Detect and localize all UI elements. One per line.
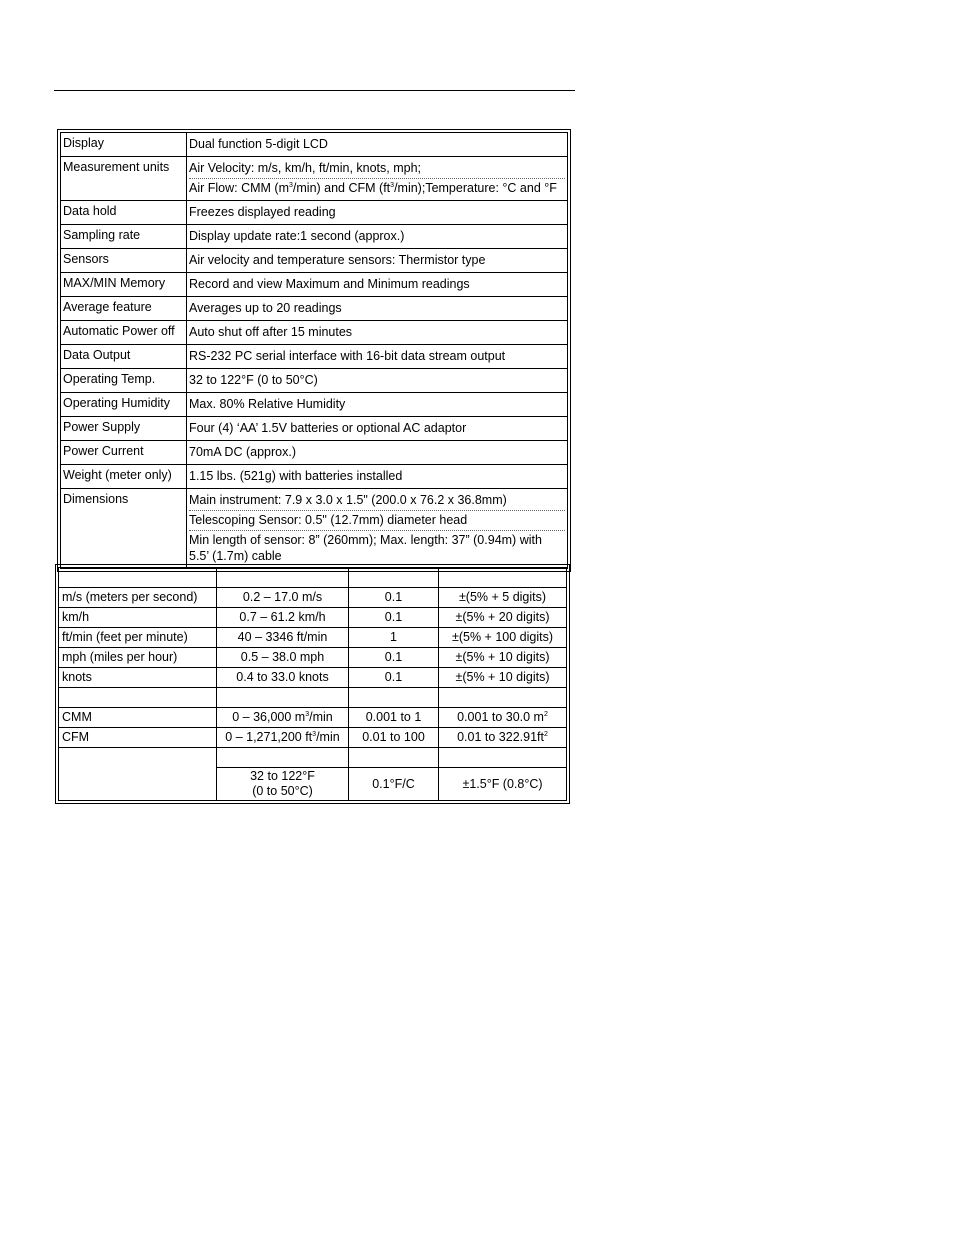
unit-cell: mph (miles per hour): [59, 648, 217, 668]
section-cell: [59, 688, 217, 708]
resolution-cell: 0.1: [349, 608, 439, 628]
resolution-cell: 1: [349, 628, 439, 648]
spec-label: Display: [61, 133, 187, 157]
spec-value-line: Dual function 5-digit LCD: [189, 137, 328, 151]
spec-value-line: 70mA DC (approx.): [189, 445, 296, 459]
spec-row: [61, 249, 568, 273]
spec-value: [187, 133, 568, 157]
resolution-cell: 0.1: [349, 668, 439, 688]
spec-label: MAX/MIN Memory: [61, 273, 187, 297]
spec-value: [187, 465, 568, 489]
spec-row: [61, 345, 568, 369]
spec-row: [61, 321, 568, 345]
spec-grid: [60, 132, 568, 569]
spec-label: Power Current: [61, 441, 187, 465]
spec-label: Data Output: [61, 345, 187, 369]
spec-value: [187, 417, 568, 441]
spec-row: [61, 441, 568, 465]
spec-value: [187, 157, 568, 201]
spec-value: [187, 321, 568, 345]
resolution-cell: 0.01 to 100: [349, 728, 439, 748]
spec-value: [187, 249, 568, 273]
spec-value-line: Main instrument: 7.9 x 3.0 x 1.5" (200.0 x 76.2 x 36.8mm): [189, 491, 565, 511]
spec-value-line: Air Velocity: m/s, km/h, ft/min, knots, mph;: [189, 159, 565, 179]
spec-value-line: RS-232 PC serial interface with 16-bit data stream output: [189, 349, 506, 363]
spec-value-line: Air velocity and temperature sensors: Thermistor type: [189, 253, 486, 267]
spec-row: [61, 297, 568, 321]
spec-row: [61, 465, 568, 489]
spec-value: [187, 225, 568, 249]
spec-value: [187, 369, 568, 393]
spec-value: [187, 297, 568, 321]
spec-label: Measurement units: [61, 157, 187, 201]
spec-value-line: Air Flow: CMM $(m^3/\min)$ and CFM $(ft^3/\min);Temperature$: °C and °F: [189, 181, 557, 195]
spec-value-line: Telescoping Sensor: 0.5" (12.7mm) diameter head: [189, 511, 565, 531]
range-header-row: [59, 568, 567, 588]
spec-row: [61, 201, 568, 225]
spec-row: [61, 157, 568, 201]
spec-value-line: Min length of sensor: 8” (260mm); Max. length: 37” (0.94m) with 5.5’ (1.7m) cable: [189, 533, 542, 563]
section-row: [59, 688, 567, 708]
range-cell: 0 – 36,000 $m^3/\min$: [217, 708, 349, 728]
unit-cell: m/s (meters per second): [59, 588, 217, 608]
accuracy-cell: 0.01 to $322.91ft^2$: [439, 728, 567, 748]
spec-value: [187, 441, 568, 465]
resolution-cell: 0.001 to 1: [349, 708, 439, 728]
spec-row: [61, 489, 568, 569]
unit-cell: ft/min (feet per minute): [59, 628, 217, 648]
range-row: [59, 608, 567, 628]
unit-cell: CMM: [59, 708, 217, 728]
range-row: [59, 648, 567, 668]
temp-label-cell: [59, 748, 217, 801]
temp-header-cell: [349, 748, 439, 768]
range-cell: 0.2 – 17.0 m/s: [217, 588, 349, 608]
temp-header-cell: [439, 748, 567, 768]
section-cell: [349, 688, 439, 708]
spec-row: [61, 369, 568, 393]
header-cell: [349, 568, 439, 588]
accuracy-cell: 0.001 to 30.0 $m^2$: [439, 708, 567, 728]
spec-value-line: Max. 80% Relative Humidity: [189, 397, 346, 411]
spec-label: Automatic Power off: [61, 321, 187, 345]
spec-label: Sampling rate: [61, 225, 187, 249]
spec-label: Operating Humidity: [61, 393, 187, 417]
spec-label: Average feature: [61, 297, 187, 321]
range-row: [59, 628, 567, 648]
ranges-table: [55, 564, 570, 804]
spec-value: [187, 201, 568, 225]
temp-accuracy-cell: ±1.5°F (0.8°C): [439, 768, 567, 801]
range-grid: [58, 567, 567, 801]
spec-label: Operating Temp.: [61, 369, 187, 393]
accuracy-cell: ±(5% + 5 digits): [439, 588, 567, 608]
spec-row: [61, 393, 568, 417]
spec-value-line: Averages up to 20 readings: [189, 301, 342, 315]
spec-label: Data hold: [61, 201, 187, 225]
accuracy-cell: ±(5% + 20 digits): [439, 608, 567, 628]
temp-header-cell: [217, 748, 349, 768]
range-cell: 40 – 3346 ft/min: [217, 628, 349, 648]
specifications-table: [57, 129, 571, 572]
spec-value-line: 1.15 lbs. (521g) with batteries installed: [189, 469, 403, 483]
range-cell: 0 – 1,271,200 $ft^3/\min$: [217, 728, 349, 748]
spec-row: [61, 273, 568, 297]
accuracy-cell: ±(5% + 100 digits): [439, 628, 567, 648]
spec-label: Dimensions: [61, 489, 187, 569]
temp-resolution-cell: 0.1°F/C: [349, 768, 439, 801]
header-rule: [54, 90, 575, 91]
spec-value: [187, 345, 568, 369]
header-cell: [439, 568, 567, 588]
resolution-cell: 0.1: [349, 648, 439, 668]
resolution-cell: 0.1: [349, 588, 439, 608]
range-cell: 0.7 – 61.2 km/h: [217, 608, 349, 628]
unit-cell: knots: [59, 668, 217, 688]
section-cell: [217, 688, 349, 708]
temp-range-line: (0 to 50°C): [252, 784, 313, 798]
temp-range-cell: [217, 768, 349, 801]
accuracy-cell: ±(5% + 10 digits): [439, 648, 567, 668]
temp-section-row: [59, 748, 567, 768]
spec-row: [61, 133, 568, 157]
spec-value-line: Freezes displayed reading: [189, 205, 336, 219]
header-cell: [217, 568, 349, 588]
temp-range-line: 32 to 122°F: [250, 769, 315, 783]
header-cell: [59, 568, 217, 588]
spec-value-line: 32 to 122°F (0 to 50°C): [189, 373, 318, 387]
spec-value: [187, 393, 568, 417]
spec-label: Sensors: [61, 249, 187, 273]
accuracy-cell: ±(5% + 10 digits): [439, 668, 567, 688]
spec-row: [61, 225, 568, 249]
unit-cell: km/h: [59, 608, 217, 628]
range-row: [59, 708, 567, 728]
unit-cell: CFM: [59, 728, 217, 748]
spec-value: [187, 273, 568, 297]
spec-label: Weight (meter only): [61, 465, 187, 489]
range-cell: 0.4 to 33.0 knots: [217, 668, 349, 688]
range-row: [59, 728, 567, 748]
spec-value-line: Record and view Maximum and Minimum readings: [189, 277, 470, 291]
spec-value: [187, 489, 568, 569]
spec-value-line: Four (4) ‘AA’ 1.5V batteries or optional AC adaptor: [189, 421, 467, 435]
range-row: [59, 588, 567, 608]
spec-value-line: Display update rate:1 second (approx.): [189, 229, 405, 243]
spec-row: [61, 417, 568, 441]
section-cell: [439, 688, 567, 708]
spec-label: Power Supply: [61, 417, 187, 441]
range-row: [59, 668, 567, 688]
range-cell: 0.5 – 38.0 mph: [217, 648, 349, 668]
spec-value-line: Auto shut off after 15 minutes: [189, 325, 353, 339]
